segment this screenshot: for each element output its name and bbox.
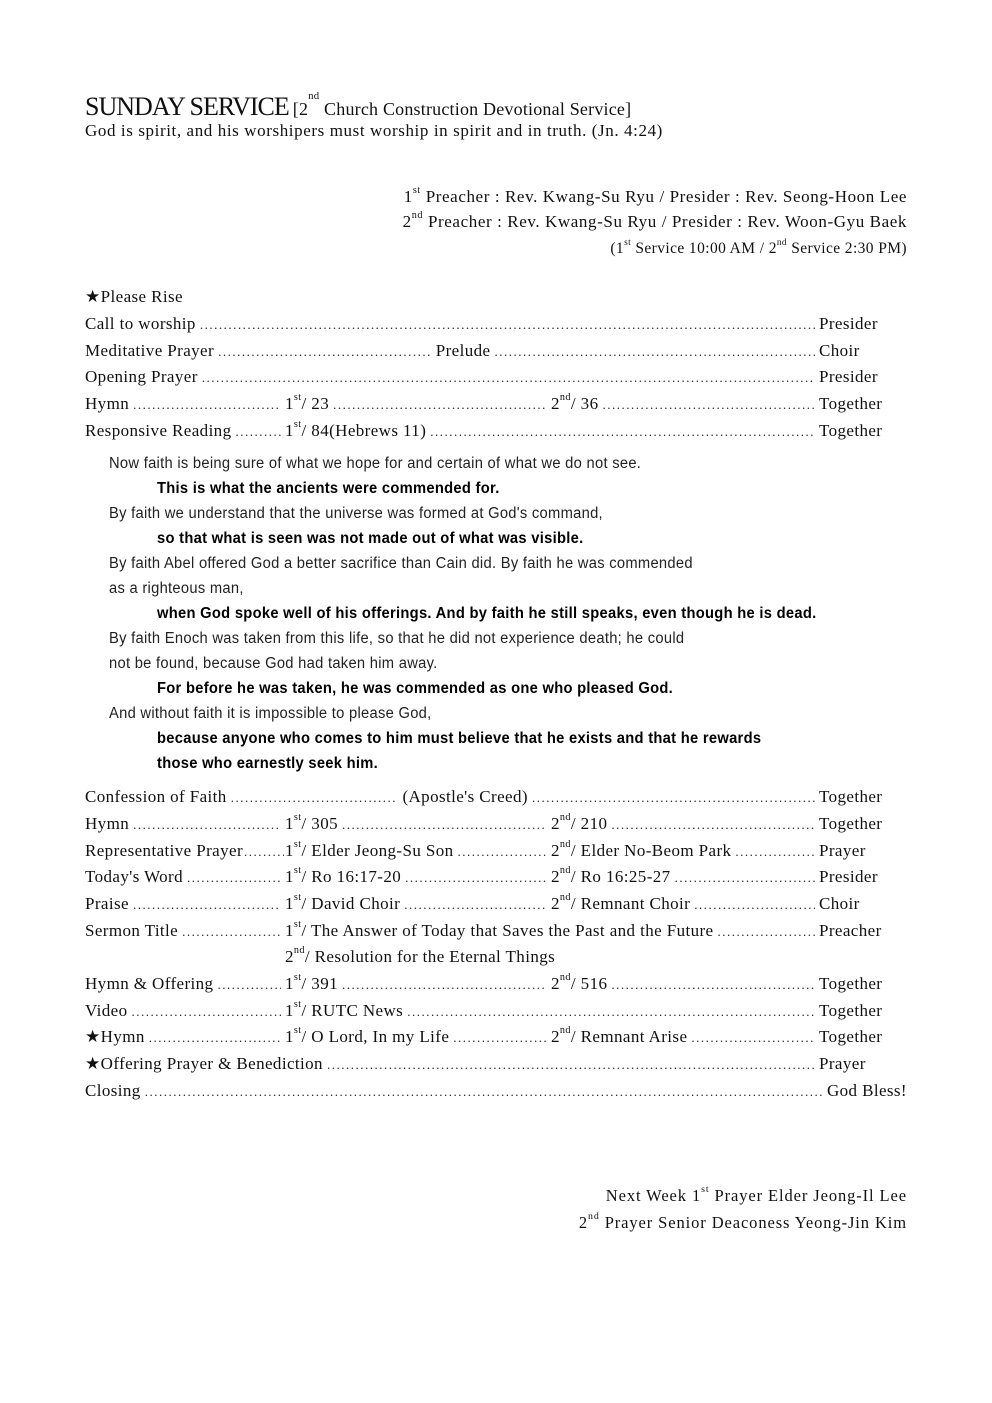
row-role: Presider <box>819 367 878 386</box>
value: / 36 <box>570 394 599 413</box>
value: / Resolution for the Eternal Things <box>304 947 556 966</box>
ordinal-suffix: nd <box>559 1025 571 1036</box>
leader-dots <box>333 397 547 413</box>
row-role: Presider <box>819 867 878 886</box>
ordinal-suffix: nd <box>559 972 571 983</box>
value: / O Lord, In my Life <box>301 1027 450 1046</box>
reading-lead-line: By faith Enoch was taken from this life, so that he did not experience death; he could <box>109 630 685 647</box>
row-role: Choir <box>819 894 860 913</box>
row-label: Hymn & Offering <box>85 974 214 993</box>
row-label: Hymn <box>85 394 130 413</box>
row-label: Closing <box>85 1081 141 1100</box>
value: / Ro 16:17-20 <box>301 867 402 886</box>
value: / 305 <box>301 814 338 833</box>
ordinal: 1 <box>285 974 294 993</box>
order-row-hymn-1 <box>85 394 907 416</box>
row-label: Today's Word <box>85 867 184 886</box>
row-role: God Bless! <box>826 1081 907 1100</box>
reading-lead-line: not be found, because God had taken him away. <box>109 655 438 672</box>
order-row-offering-prayer-benediction <box>85 1054 907 1076</box>
title-main: SUNDAY SERVICE <box>85 92 289 121</box>
leader-dots <box>404 897 547 913</box>
leader-dots <box>494 344 815 360</box>
first-service-value <box>285 1001 403 1021</box>
preacher-line-1 <box>404 187 907 207</box>
second-service-value <box>551 1027 687 1047</box>
row-role: Together <box>819 1027 883 1046</box>
row-label: Responsive Reading <box>85 421 232 440</box>
ordinal: 2 <box>285 947 294 966</box>
first-service-value <box>285 867 401 887</box>
row-role: Together <box>819 421 883 440</box>
leader-dots <box>407 1004 815 1020</box>
row-role: Together <box>819 814 883 833</box>
leader-dots <box>132 1004 281 1020</box>
ordinal: 2 <box>551 394 560 413</box>
order-row-hymn-2 <box>85 814 907 836</box>
order-row-sermon-title <box>85 921 907 943</box>
leader-dots <box>182 924 281 940</box>
row-role: Together <box>819 787 883 806</box>
row-label: ★Offering Prayer & Benediction <box>85 1054 323 1073</box>
row-label: Hymn <box>85 814 130 833</box>
preacher-text: Preacher : Rev. Kwang-Su Ryu / Presider : Rev. Woon-Gyu Baek <box>423 212 907 231</box>
row-role: Prayer <box>819 1054 866 1073</box>
first-service-value <box>285 974 338 994</box>
reading-lead-line: By faith we understand that the universe was formed at God's command, <box>109 505 603 522</box>
row-role: Together <box>819 974 883 993</box>
ordinal: 2 <box>551 1027 560 1046</box>
preacher-line-2 <box>403 212 907 232</box>
subtitle-text: Church Construction Devotional Service] <box>319 99 632 119</box>
ordinal-suffix: st <box>293 972 302 983</box>
order-row-hymn-3 <box>85 1027 907 1049</box>
ordinal: 2 <box>402 212 412 231</box>
ordinal-suffix: st <box>293 892 302 903</box>
row-label: Call to worship <box>85 314 196 333</box>
value: / Remnant Arise <box>570 1027 688 1046</box>
order-row-responsive-reading <box>85 421 907 443</box>
ordinal-suffix: st <box>293 1025 302 1036</box>
leader-dots <box>532 790 815 806</box>
reading-response-line: For before he was taken, he was commended as one who pleased God. <box>157 680 674 697</box>
footer-text: Prayer Elder Jeong-Il Lee <box>709 1186 907 1205</box>
leader-dots <box>611 817 815 833</box>
row-role: Prayer <box>819 841 866 860</box>
ordinal: 2 <box>578 1213 588 1232</box>
order-row-video <box>85 1001 907 1023</box>
leader-dots <box>133 817 281 833</box>
row-role: Together <box>819 394 883 413</box>
leader-dots <box>691 1030 815 1046</box>
value: / 210 <box>570 814 608 833</box>
ordinal-suffix: st <box>293 865 302 876</box>
row-role: Together <box>819 1001 883 1020</box>
ordinal-suffix: st <box>624 238 632 248</box>
reading-lead-line: Now faith is being sure of what we hope for and certain of what we do not see. <box>109 455 642 472</box>
leader-dots <box>602 397 815 413</box>
ordinal-suffix: nd <box>587 1211 600 1222</box>
ordinal: 2 <box>551 841 560 860</box>
ordinal: 2 <box>551 867 560 886</box>
ordinal: 1 <box>285 421 294 440</box>
leader-dots <box>611 977 815 993</box>
value: / Elder Jeong-Su Son <box>301 841 454 860</box>
row-label: Sermon Title <box>85 921 179 940</box>
ordinal-suffix: nd <box>559 392 571 403</box>
title-subtitle <box>292 90 632 119</box>
ordinal-suffix: nd <box>559 839 571 850</box>
leader-dots <box>735 844 815 860</box>
reading-response-line: so that what is seen was not made out of what was visible. <box>157 530 584 547</box>
ordinal: 2 <box>551 814 560 833</box>
leader-dots <box>133 897 281 913</box>
leader-dots <box>430 424 815 440</box>
ordinal: 1 <box>285 921 294 940</box>
leader-dots <box>236 424 282 440</box>
leader-dots <box>453 1030 547 1046</box>
row-label: Video <box>85 1001 128 1020</box>
order-row-call-to-worship <box>85 314 907 336</box>
ordinal-suffix: st <box>293 419 302 430</box>
second-service-value <box>551 814 607 834</box>
ordinal: 2 <box>551 974 560 993</box>
ordinal-suffix: st <box>293 812 302 823</box>
next-week-prayer-2 <box>579 1213 907 1233</box>
footer-text: Prayer Senior Deaconess Yeong-Jin Kim <box>599 1213 907 1232</box>
ordinal: 1 <box>403 187 413 206</box>
row-role: Choir <box>819 341 860 360</box>
ordinal-suffix: st <box>293 839 302 850</box>
ordinal: 1 <box>285 841 294 860</box>
times-part: (1 <box>610 240 625 257</box>
ordinal: 1 <box>285 1027 294 1046</box>
leader-dots <box>145 1084 823 1100</box>
value: / 516 <box>570 974 608 993</box>
ordinal: 2 <box>298 99 309 119</box>
second-service-value <box>551 394 598 414</box>
leader-dots <box>231 790 399 806</box>
row-label: Representative Prayer <box>85 841 244 860</box>
ordinal: 2 <box>551 894 560 913</box>
reading-lead-line: And without faith it is impossible to please God, <box>109 705 432 722</box>
order-row-todays-word <box>85 867 907 889</box>
page-title <box>85 92 631 122</box>
order-row-praise <box>85 894 907 916</box>
times-part: Service 10:00 AM / 2 <box>631 240 777 257</box>
row-role: Preacher <box>819 921 882 940</box>
ordinal: 1 <box>285 814 294 833</box>
reading-lead-line: By faith Abel offered God a better sacrifice than Cain did. By faith he was commended <box>109 555 693 572</box>
service-times <box>610 240 907 258</box>
leader-dots <box>244 844 284 860</box>
value: / Ro 16:25-27 <box>570 867 671 886</box>
row-middle: Prelude <box>435 341 491 360</box>
row-label: ★Hymn <box>85 1027 145 1046</box>
leader-dots <box>458 844 547 860</box>
value: / 84(Hebrews 11) <box>301 421 427 440</box>
sermon-title-second-service <box>285 947 555 967</box>
next-week-prayer-1 <box>606 1186 907 1206</box>
leader-dots <box>187 870 281 886</box>
second-service-value <box>551 894 690 914</box>
row-label: Confession of Faith <box>85 787 227 806</box>
first-service-value <box>285 921 714 941</box>
value: / Remnant Choir <box>570 894 691 913</box>
ordinal: 1 <box>285 394 294 413</box>
reading-response-line: This is what the ancients were commended for. <box>157 480 500 497</box>
second-service-value <box>551 974 607 994</box>
leader-dots <box>675 870 815 886</box>
footer-text: Next Week 1 <box>605 1186 702 1205</box>
row-label: Meditative Prayer <box>85 341 215 360</box>
value: / The Answer of Today that Saves the Past and the Future <box>301 921 714 940</box>
value: / David Choir <box>301 894 401 913</box>
value: / 23 <box>301 394 330 413</box>
leader-dots <box>217 977 281 993</box>
leader-dots <box>327 1057 815 1073</box>
epigraph: God is spirit, and his worshipers must worship in spirit and in truth. (Jn. 4:24) <box>85 121 663 140</box>
order-row-opening-prayer <box>85 367 907 389</box>
value: / 391 <box>301 974 338 993</box>
ordinal-suffix: st <box>293 392 302 403</box>
ordinal-suffix: nd <box>411 210 424 221</box>
first-service-value <box>285 814 338 834</box>
leader-dots <box>342 977 547 993</box>
leader-dots <box>405 870 547 886</box>
reading-response-line: when God spoke well of his offerings. And by faith he still speaks, even though he is dead. <box>157 605 817 622</box>
first-service-value <box>285 394 329 414</box>
first-service-value <box>285 841 454 861</box>
order-row-hymn-offering <box>85 974 907 996</box>
preacher-text: Preacher : Rev. Kwang-Su Ryu / Presider : Rev. Seong-Hoon Lee <box>420 187 907 206</box>
times-part: Service 2:30 PM) <box>786 240 907 257</box>
row-label: Opening Prayer <box>85 367 198 386</box>
leader-dots <box>149 1030 281 1046</box>
ordinal-suffix: st <box>293 999 302 1010</box>
order-row-confession-of-faith <box>85 787 907 809</box>
leader-dots <box>342 817 547 833</box>
ordinal: 1 <box>285 894 294 913</box>
order-row-representative-prayer <box>85 841 907 863</box>
order-row-closing <box>85 1081 907 1103</box>
value: / RUTC News <box>301 1001 404 1020</box>
reading-response-line: those who earnestly seek him. <box>157 755 379 772</box>
please-rise-note: ★Please Rise <box>85 287 183 306</box>
row-label: Praise <box>85 894 129 913</box>
ordinal-suffix: nd <box>559 865 571 876</box>
first-service-value <box>285 421 426 441</box>
second-service-value <box>551 841 731 861</box>
row-middle: (Apostle's Creed) <box>402 787 528 806</box>
leader-dots <box>133 397 281 413</box>
reading-lead-line: as a righteous man, <box>109 580 244 597</box>
ordinal-suffix: nd <box>308 90 320 102</box>
leader-dots <box>200 317 815 333</box>
ordinal-suffix: st <box>412 185 421 196</box>
ordinal-suffix: nd <box>559 812 571 823</box>
order-row-meditative-prayer <box>85 341 907 363</box>
leader-dots <box>202 370 815 386</box>
ordinal-suffix: nd <box>559 892 571 903</box>
ordinal: 1 <box>285 1001 294 1020</box>
ordinal-suffix: nd <box>776 238 787 248</box>
first-service-value <box>285 1027 449 1047</box>
ordinal: 1 <box>285 867 294 886</box>
first-service-value <box>285 894 400 914</box>
ordinal-suffix: st <box>701 1184 710 1195</box>
bracket-open: [ <box>292 99 299 119</box>
ordinal-suffix: st <box>293 919 302 930</box>
second-service-value <box>551 867 671 887</box>
reading-response-line: because anyone who comes to him must believe that he exists and that he rewards <box>157 730 762 747</box>
leader-dots <box>718 924 815 940</box>
leader-dots <box>694 897 815 913</box>
row-role: Presider <box>819 314 878 333</box>
ordinal-suffix: nd <box>293 945 305 956</box>
value: / Elder No-Beom Park <box>570 841 732 860</box>
leader-dots <box>218 344 432 360</box>
